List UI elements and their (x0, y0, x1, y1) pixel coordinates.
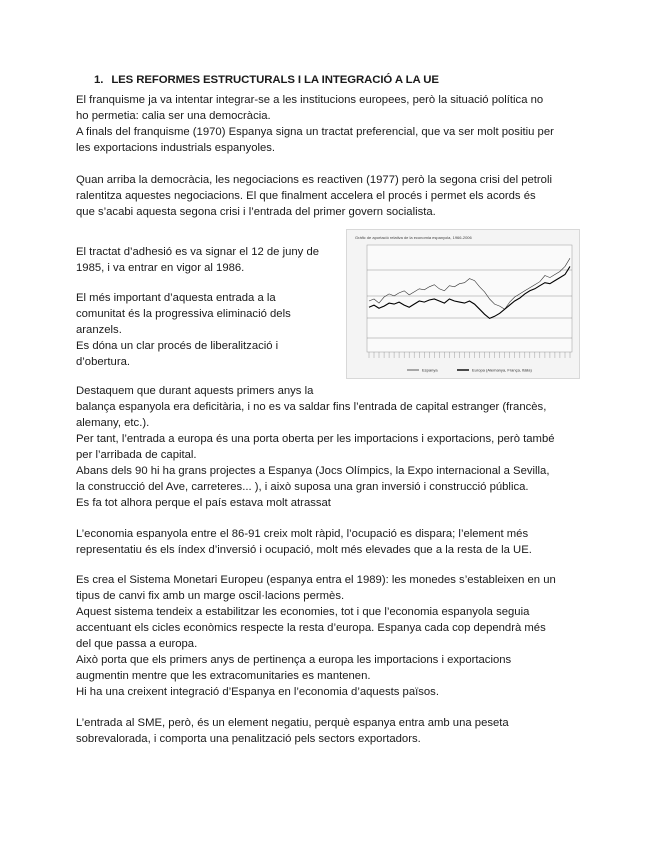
paragraph-line: L’entrada al SME, però, és un element negatiu, perquè espanya entra amb una peseta (76, 717, 509, 729)
paragraph-line: Aquest sistema tendeix a estabilitzar les economies, tot i que l’economia espanyola seguia (76, 606, 530, 618)
legend-label-europa: Europa (Alemanya, França, Itàlia) (472, 367, 532, 373)
paragraph-line: ralentitza aquestes negociacions. El que finalment accelera el procés i permet els acords és (76, 190, 536, 202)
figure-caption: Gràfic de aportació relativa de la economia espanyola, 1966-2006 (355, 235, 472, 240)
paragraph-line: alemany, etc.). (76, 417, 150, 429)
paragraph-line: ho permetia: calia ser una democràcia. (76, 110, 271, 122)
paragraph-line: A finals del franquisme (1970) Espanya signa un tractat preferencial, que va ser molt positiu per (76, 126, 554, 138)
economy-chart-figure (346, 229, 580, 379)
legend-label-espanya: Espanya (422, 367, 438, 373)
paragraph-line: la construcció del Ave, carreteres... ), i això suposa una gran inversió i construcció pública. (76, 481, 529, 493)
paragraph-line: tipus de canvi fix amb un marge oscil·lacions permès. (76, 590, 345, 602)
section-title: LES REFORMES ESTRUCTURALS I LA INTEGRACIÓ A LA UE (111, 74, 439, 86)
paragraph-line: per l’arribada de capital. (76, 449, 197, 461)
economy-chart (347, 230, 579, 378)
paragraph-line: d’obertura. (76, 356, 131, 368)
paragraph-line: augmentin mentre que les extracomunitaries es mantenen. (76, 670, 371, 682)
paragraph-line: accentuant els cicles econòmics respecte la resta d’europa. Espanya cada cop dependrà més (76, 622, 546, 634)
paragraph-line: Es crea el Sistema Monetari Europeu (espanya entra el 1989): les monedes s’estableixen en un (76, 574, 556, 586)
paragraph-line: El més important d’aquesta entrada a la (76, 292, 276, 304)
paragraph-line: representatiu és els índex d’inversió i ocupació, molt més elevades que a la resta de la UE. (76, 544, 532, 556)
paragraph-line: Això porta que els primers anys de pertinença a europa les importacions i exportacions (76, 654, 512, 666)
paragraph-line: 1985, i va entrar en vigor al 1986. (76, 262, 245, 274)
paragraph-line: Destaquem que durant aquests primers anys la (76, 385, 314, 397)
paragraph-line: Es fa tot alhora perque el país estava molt atrassat (76, 497, 331, 509)
paragraph-line: Abans dels 90 hi ha grans projectes a Espanya (Jocs Olímpics, la Expo internacional a Sevilla, (76, 465, 550, 477)
section-number: 1. (94, 74, 104, 86)
paragraph-line: balança espanyola era deficitària, i no es va saldar fins l’entrada de capital estranger (francès, (76, 401, 547, 413)
paragraph-line: Es dóna un clar procés de liberalització i (76, 340, 279, 352)
paragraph-line: El tractat d’adhesió es va signar el 12 de juny de (76, 246, 320, 258)
paragraph-line: sobrevalorada, i comporta una penalització pels sectors exportadors. (76, 733, 421, 745)
paragraph-line: Per tant, l’entrada a europa és una porta oberta per les importacions i exportacions, però també (76, 433, 555, 445)
paragraph-line: L’economia espanyola entre el 86-91 creix molt ràpid, l’ocupació es dispara; l’element més (76, 528, 529, 540)
plot-area (367, 245, 572, 352)
paragraph-line: Quan arriba la democràcia, les negociacions es reactiven (1977) però la segona crisi del petroli (76, 174, 552, 186)
paragraph-line: comunitat és la progressiva eliminació dels (76, 308, 291, 320)
paragraph-line: que s’acabi aquesta segona crisi i l’entrada del primer govern socialista. (76, 206, 436, 218)
paragraph-line: del que passa a europa. (76, 638, 198, 650)
x-axis-ticks (369, 352, 570, 358)
section-heading (94, 74, 439, 86)
paragraph-line: El franquisme ja va intentar integrar-se a les institucions europees, però la situació política no (76, 94, 544, 106)
paragraph-line: les exportacions industrials espanyoles. (76, 142, 276, 154)
paragraph-line: aranzels. (76, 324, 122, 336)
paragraph-line: Hi ha una creixent integració d’Espanya en l’economia d’aquests països. (76, 686, 439, 698)
